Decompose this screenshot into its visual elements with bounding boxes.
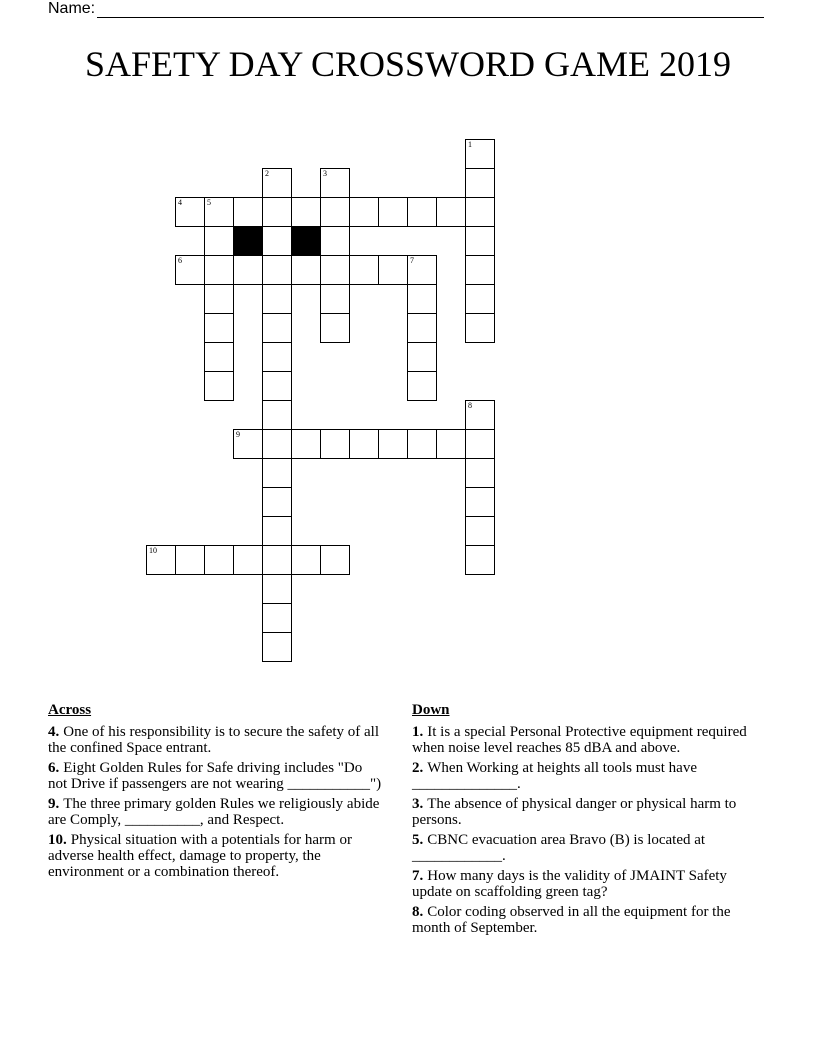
clue-number-label: 4	[178, 198, 182, 207]
crossword-cell[interactable]	[291, 197, 321, 227]
crossword-cell[interactable]	[146, 545, 176, 575]
crossword-cell[interactable]	[407, 342, 437, 372]
clue-text: It is a special Personal Protective equipment required when noise level reaches 85 dBA and above.	[412, 724, 747, 756]
down-clue	[412, 760, 758, 792]
clue-number-label: 6	[178, 256, 182, 265]
clue-number-label: 8	[468, 401, 472, 410]
crossword-cell[interactable]	[465, 139, 495, 169]
crossword-cell[interactable]	[204, 313, 234, 343]
crossword-cell[interactable]	[320, 284, 350, 314]
clue-text: One of his responsibility is to secure the safety of all the confined Space entrant.	[48, 724, 380, 756]
crossword-cell[interactable]	[465, 400, 495, 430]
crossword-cell[interactable]	[291, 545, 321, 575]
crossword-cell[interactable]	[320, 255, 350, 285]
crossword-cell[interactable]	[262, 458, 292, 488]
crossword-cell[interactable]	[262, 197, 292, 227]
clue-number: 4.	[48, 724, 60, 740]
crossword-cell[interactable]	[465, 313, 495, 343]
clue-number: 5.	[412, 832, 424, 848]
clue-number-label: 3	[323, 169, 327, 178]
crossword-cell[interactable]	[465, 516, 495, 546]
crossword-cell[interactable]	[204, 226, 234, 256]
crossword-cell[interactable]	[262, 603, 292, 633]
crossword-cell[interactable]	[262, 371, 292, 401]
down-clue	[412, 724, 758, 756]
crossword-cell[interactable]	[233, 197, 263, 227]
crossword-cell[interactable]	[291, 429, 321, 459]
crossword-cell[interactable]	[465, 429, 495, 459]
crossword-cell[interactable]	[320, 313, 350, 343]
across-clue	[48, 796, 384, 828]
clue-text: The three primary golden Rules we religiously abide are Comply, __________, and Respect.	[48, 796, 380, 828]
clue-text: The absence of physical danger or physical harm to persons.	[412, 796, 737, 828]
clue-number: 3.	[412, 796, 424, 812]
down-clues	[412, 702, 758, 940]
crossword-cell[interactable]	[175, 545, 205, 575]
crossword-cell[interactable]	[436, 429, 466, 459]
clue-number: 2.	[412, 760, 424, 776]
clue-text: When Working at heights all tools must have ______________.	[412, 760, 697, 792]
clue-number-label: 2	[265, 169, 269, 178]
black-cell	[291, 226, 321, 256]
crossword-cell[interactable]	[378, 197, 408, 227]
clue-number: 9.	[48, 796, 60, 812]
crossword-cell[interactable]	[465, 545, 495, 575]
down-heading: Down	[412, 702, 450, 718]
across-clue	[48, 724, 384, 756]
crossword-cell[interactable]	[465, 197, 495, 227]
crossword-cell[interactable]	[349, 429, 379, 459]
clue-text: How many days is the validity of JMAINT Safety update on scaffolding green tag?	[412, 868, 727, 900]
crossword-cell[interactable]	[262, 516, 292, 546]
crossword-cell[interactable]	[291, 255, 321, 285]
crossword-cell[interactable]	[233, 255, 263, 285]
crossword-cell[interactable]	[465, 284, 495, 314]
clue-number: 8.	[412, 904, 424, 920]
crossword-cell[interactable]	[320, 429, 350, 459]
crossword-cell[interactable]	[204, 545, 234, 575]
across-clue	[48, 832, 384, 880]
down-clue	[412, 832, 758, 864]
crossword-cell[interactable]	[204, 197, 234, 227]
clue-number: 6.	[48, 760, 60, 776]
clue-number: 7.	[412, 868, 424, 884]
crossword-cell[interactable]	[320, 168, 350, 198]
crossword-cell[interactable]	[262, 545, 292, 575]
crossword-cell[interactable]	[262, 313, 292, 343]
crossword-cell[interactable]	[262, 487, 292, 517]
across-heading: Across	[48, 702, 92, 718]
crossword-cell[interactable]	[262, 574, 292, 604]
crossword-cell[interactable]	[407, 429, 437, 459]
crossword-cell[interactable]	[175, 255, 205, 285]
crossword-cell[interactable]	[320, 545, 350, 575]
black-cell	[233, 226, 263, 256]
crossword-cell[interactable]	[407, 313, 437, 343]
crossword-cell[interactable]	[349, 255, 379, 285]
down-clue	[412, 796, 758, 828]
crossword-cell[interactable]	[262, 226, 292, 256]
crossword-cell[interactable]	[378, 429, 408, 459]
crossword-cell[interactable]	[320, 226, 350, 256]
clue-number-label: 9	[236, 430, 240, 439]
crossword-cell[interactable]	[407, 255, 437, 285]
crossword-cell[interactable]	[407, 284, 437, 314]
crossword-cell[interactable]	[465, 168, 495, 198]
crossword-cell[interactable]	[465, 487, 495, 517]
crossword-cell[interactable]	[320, 197, 350, 227]
clue-number-label: 7	[410, 256, 414, 265]
clue-number: 10.	[48, 832, 67, 848]
crossword-cell[interactable]	[204, 255, 234, 285]
crossword-cell[interactable]	[407, 371, 437, 401]
crossword-cell[interactable]	[378, 255, 408, 285]
page-title: SAFETY DAY CROSSWORD GAME 2019	[84, 44, 732, 84]
crossword-cell[interactable]	[204, 371, 234, 401]
crossword-cell[interactable]	[262, 284, 292, 314]
crossword-cell[interactable]	[204, 342, 234, 372]
crossword-cell[interactable]	[175, 197, 205, 227]
crossword-cell[interactable]	[233, 429, 263, 459]
clue-text: CBNC evacuation area Bravo (B) is located at ____________.	[412, 832, 706, 864]
crossword-cell[interactable]	[465, 255, 495, 285]
crossword-cell[interactable]	[465, 458, 495, 488]
clue-number-label: 5	[207, 198, 211, 207]
down-clue	[412, 904, 758, 936]
clue-number-label: 1	[468, 140, 472, 149]
crossword-cell[interactable]	[262, 632, 292, 662]
clue-text: Eight Golden Rules for Safe driving includes "Do not Drive if passengers are not wearing ___________")	[48, 760, 382, 792]
clue-number: 1.	[412, 724, 424, 740]
name-label: Name:	[48, 0, 96, 17]
crossword-cell[interactable]	[465, 226, 495, 256]
across-clue	[48, 760, 384, 792]
clue-number-label: 10	[149, 546, 157, 555]
crossword-cell[interactable]	[262, 429, 292, 459]
crossword-cell[interactable]	[262, 168, 292, 198]
down-clue	[412, 868, 758, 900]
clue-text: Physical situation with a potentials for harm or adverse health effect, damage to property, the environment or a combination thereof.	[48, 832, 352, 880]
crossword-cell[interactable]	[233, 545, 263, 575]
crossword-cell[interactable]	[349, 197, 379, 227]
crossword-cell[interactable]	[204, 284, 234, 314]
clue-text: Color coding observed in all the equipment for the month of September.	[412, 904, 731, 936]
crossword-cell[interactable]	[262, 400, 292, 430]
crossword-cell[interactable]	[262, 342, 292, 372]
crossword-cell[interactable]	[262, 255, 292, 285]
across-clues	[48, 702, 384, 884]
crossword-cell[interactable]	[436, 197, 466, 227]
crossword-cell[interactable]	[407, 197, 437, 227]
